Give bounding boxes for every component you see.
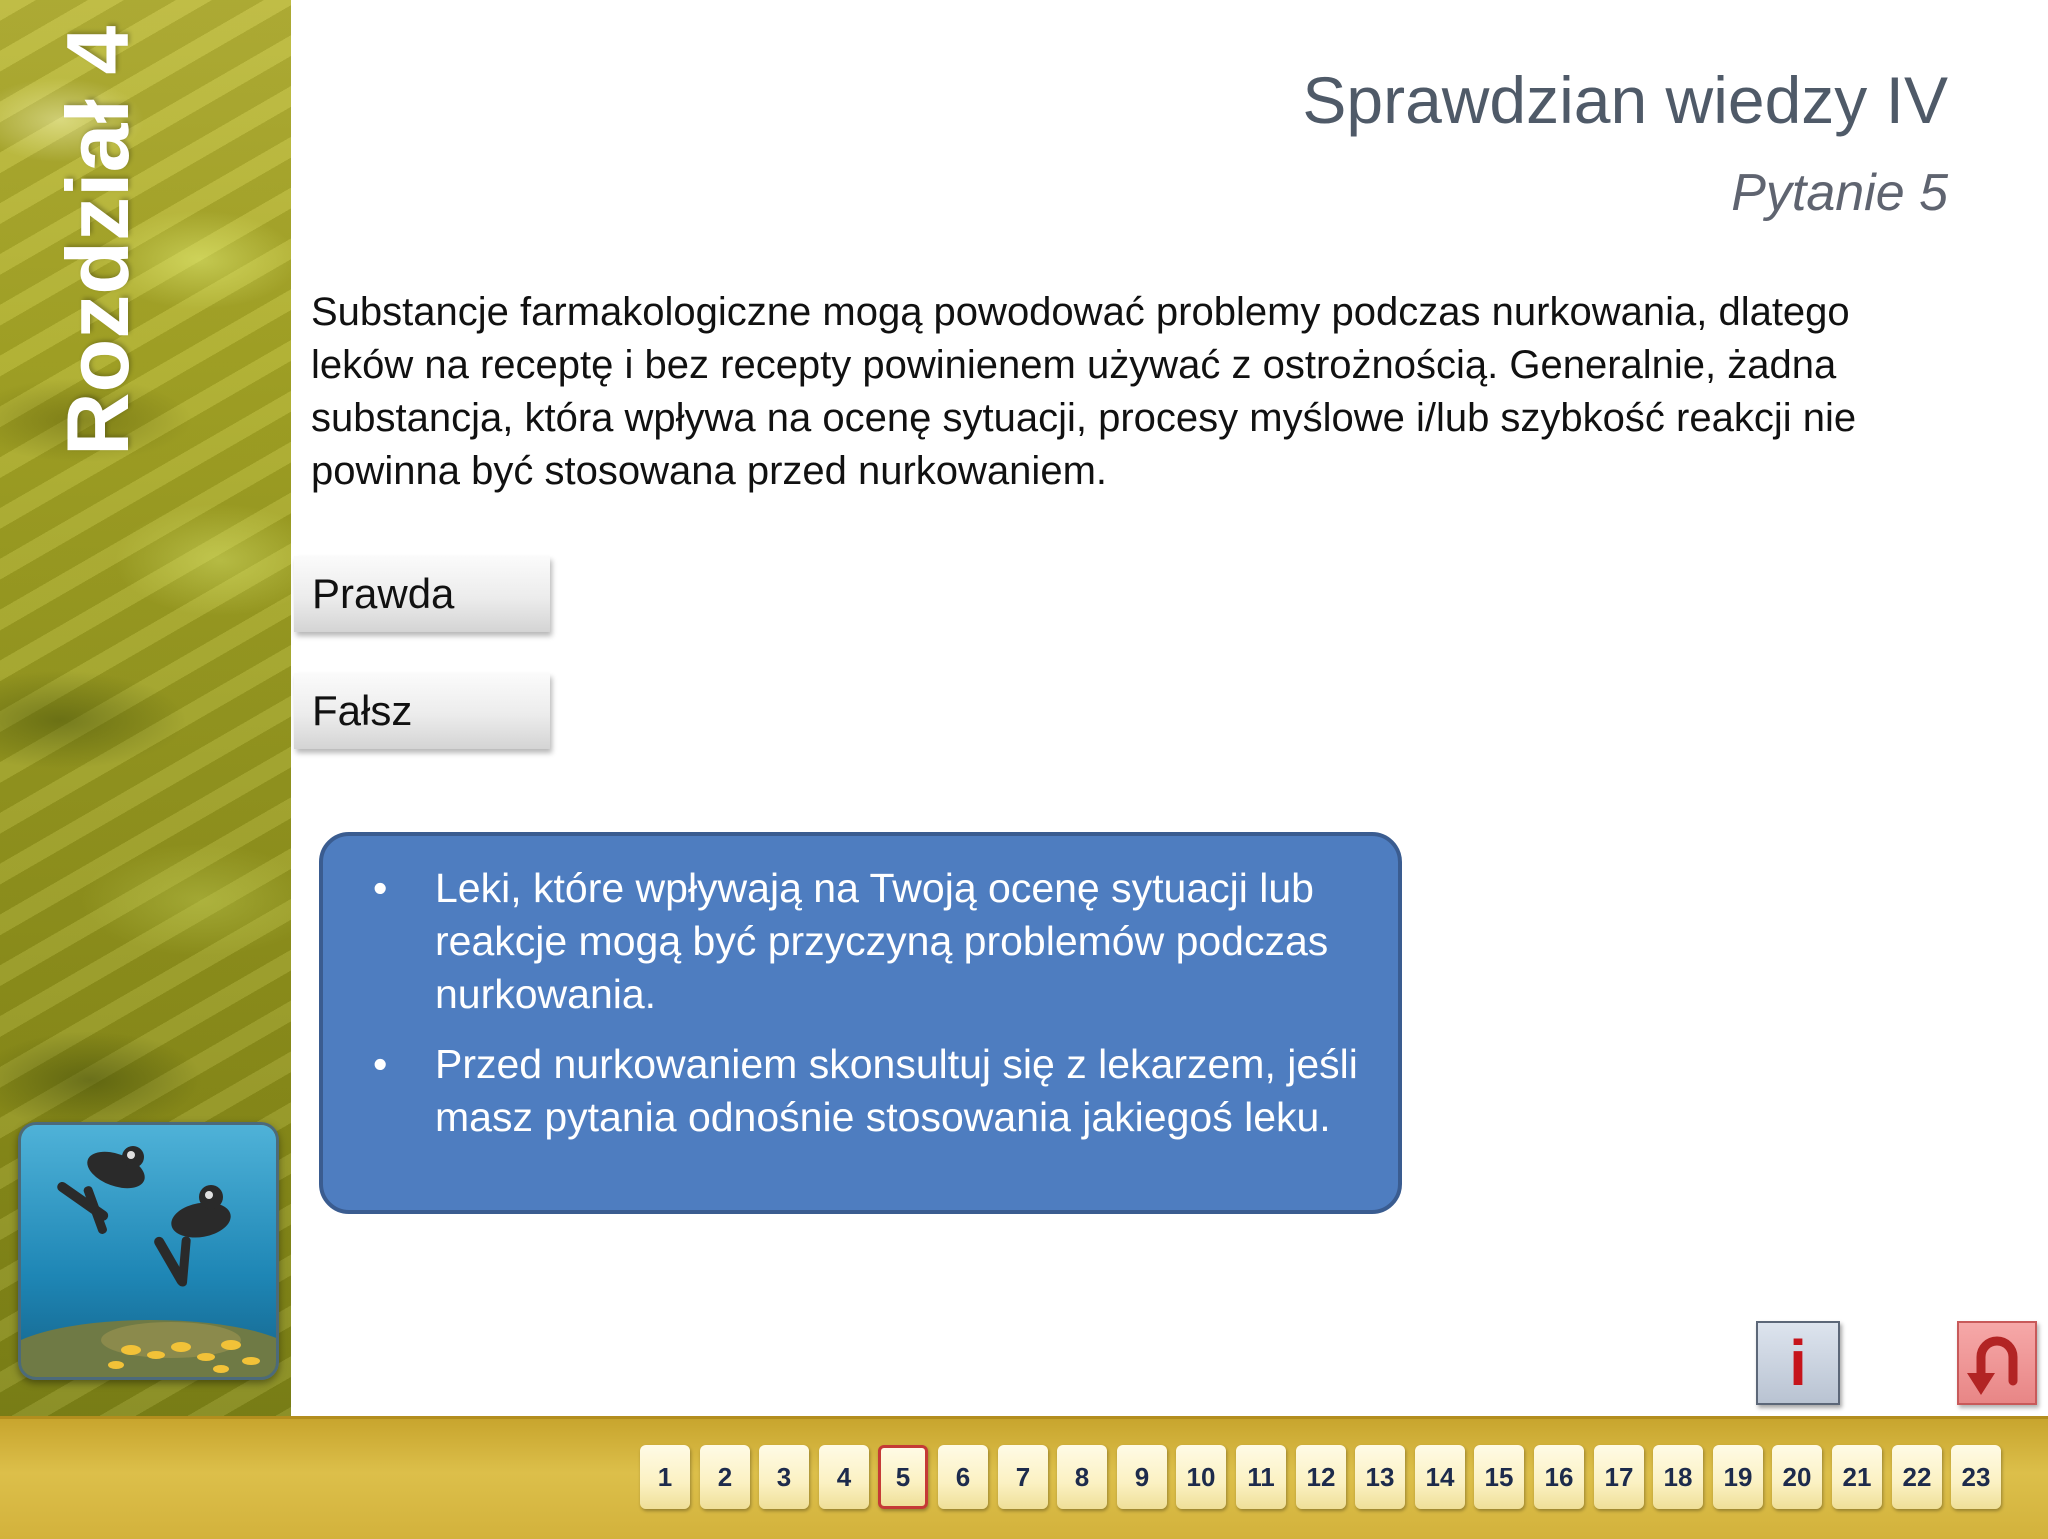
answer-false-button[interactable]: Fałsz: [294, 673, 550, 749]
feedback-item: [351, 862, 1368, 1021]
page-button-10[interactable]: 10: [1176, 1445, 1226, 1509]
bullet-icon: •: [373, 1041, 388, 1087]
page-button-13[interactable]: 13: [1355, 1445, 1405, 1509]
feedback-list: [351, 862, 1368, 1144]
chapter-sidebar: [0, 0, 291, 1420]
page-button-1[interactable]: 1: [640, 1445, 690, 1509]
question-number: Pytanie 5: [1731, 164, 1948, 222]
page-button-9[interactable]: 9: [1117, 1445, 1167, 1509]
divers-photo: [18, 1122, 279, 1380]
feedback-box: [319, 832, 1402, 1214]
page-button-17[interactable]: 17: [1594, 1445, 1644, 1509]
page-button-19[interactable]: 19: [1713, 1445, 1763, 1509]
page-button-8[interactable]: 8: [1057, 1445, 1107, 1509]
page-button-15[interactable]: 15: [1474, 1445, 1524, 1509]
chapter-label: Rozdział 4: [48, 25, 147, 456]
page-button-5[interactable]: 5: [878, 1445, 928, 1509]
page-button-7[interactable]: 7: [998, 1445, 1048, 1509]
info-button[interactable]: [1756, 1321, 1840, 1405]
page-button-2[interactable]: 2: [700, 1445, 750, 1509]
return-arrow-icon: [1959, 1323, 2035, 1403]
return-button[interactable]: [1957, 1321, 2037, 1405]
page-button-14[interactable]: 14: [1415, 1445, 1465, 1509]
page-navigation-bar: [0, 1416, 2048, 1539]
answer-true-button[interactable]: Prawda: [294, 556, 550, 632]
info-icon: i: [1789, 1327, 1807, 1399]
page-button-6[interactable]: 6: [938, 1445, 988, 1509]
bullet-icon: •: [373, 865, 388, 911]
page-button-18[interactable]: 18: [1653, 1445, 1703, 1509]
page-button-3[interactable]: 3: [759, 1445, 809, 1509]
page-button-21[interactable]: 21: [1832, 1445, 1882, 1509]
page-button-22[interactable]: 22: [1892, 1445, 1942, 1509]
feedback-item-text: Leki, które wpływają na Twoją ocenę sytuacji lub reakcje mogą być przyczyną problemów podczas nurkowania.: [435, 865, 1329, 1017]
page-button-11[interactable]: 11: [1236, 1445, 1286, 1509]
question-text: Substancje farmakologiczne mogą powodować problemy podczas nurkowania, dlatego leków na receptę i bez recepty powinienem używać z ostrożnością. Generalnie, żadna substancja, która wpływa na ocenę sytuacji, procesy myślowe i/lub szybkość reakcji nie powinna być stosowana przed nurkowaniem.: [311, 290, 1857, 493]
page-button-12[interactable]: 12: [1296, 1445, 1346, 1509]
feedback-item-text: Przed nurkowaniem skonsultuj się z lekarzem, jeśli masz pytania odnośnie stosowania jakiegoś leku.: [435, 1041, 1358, 1140]
page-button-20[interactable]: 20: [1772, 1445, 1822, 1509]
page-title: Sprawdzian wiedzy IV: [1302, 63, 1948, 137]
feedback-item: [351, 1038, 1368, 1144]
page-button-4[interactable]: 4: [819, 1445, 869, 1509]
page-button-23[interactable]: 23: [1951, 1445, 2001, 1509]
page-button-16[interactable]: 16: [1534, 1445, 1584, 1509]
